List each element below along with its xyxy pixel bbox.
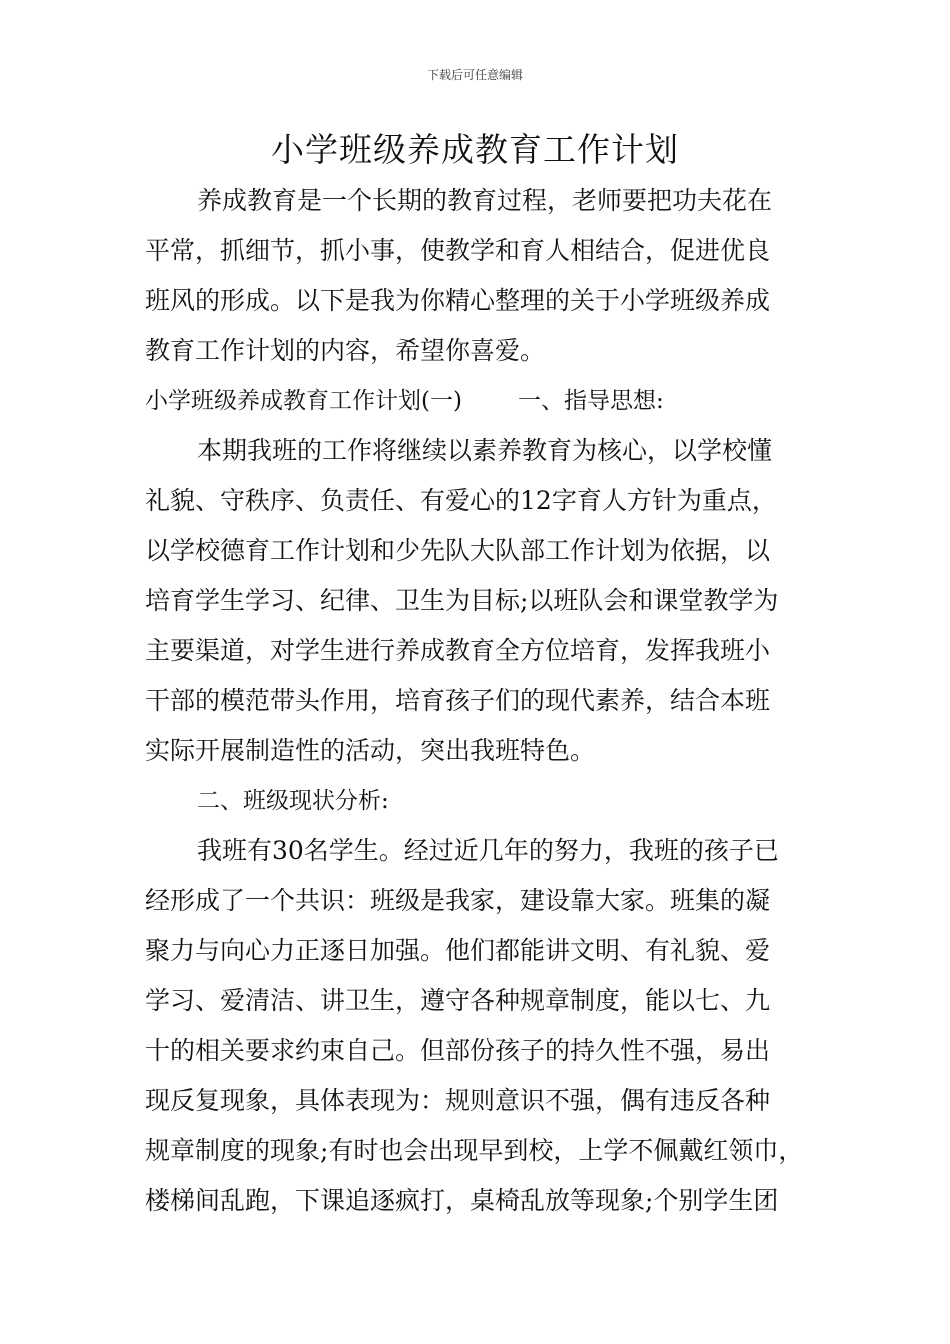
plan-heading-line <box>145 376 825 426</box>
intro-line: 养成教育是一个长期的教育过程，老师要把功夫花在 <box>197 186 773 215</box>
page-title: 小学班级养成教育工作计划 <box>271 130 679 169</box>
section1-line: 以学校德育工作计划和少先队大队部工作计划为依据，以 <box>145 536 771 565</box>
section1-line: 本期我班的工作将继续以素养教育为核心，以学校懂 <box>197 436 773 465</box>
section1-line: 干部的模范带头作用，培育孩子们的现代素养，结合本班 <box>145 686 771 715</box>
section1-line: 实际开展制造性的活动，突出我班特色。 <box>145 736 596 765</box>
section-heading: 一、指导思想: <box>517 388 664 414</box>
section2-line: 经形成了一个共识：班级是我家，建设靠大家。班集的凝 <box>145 886 771 915</box>
header-note: 下载后可任意编辑 <box>426 68 523 82</box>
section1-line: 培育学生学习、纪律、卫生为目标;以班队会和课堂教学为 <box>145 586 779 615</box>
intro-line: 平常，抓细节，抓小事，使教学和育人相结合，促进优良 <box>145 236 771 265</box>
section-heading: 二、班级现状分析: <box>197 788 389 814</box>
plan-heading: 小学班级养成教育工作计划(一) <box>145 388 462 414</box>
section2-line: 我班有30名学生。经过近几年的努力，我班的孩子已 <box>197 836 779 865</box>
section2-line: 规章制度的现象;有时也会出现早到校，上学不佩戴红领巾， <box>145 1136 804 1165</box>
document-body <box>145 176 825 1226</box>
section2-line: 现反复现象，具体表现为：规则意识不强，偶有违反各种 <box>145 1086 771 1115</box>
section1-line: 主要渠道，对学生进行养成教育全方位培育，发挥我班小 <box>145 636 771 665</box>
section2-line: 楼梯间乱跑，下课追逐疯打，桌椅乱放等现象;个别学生团 <box>145 1186 779 1215</box>
intro-line: 班风的形成。以下是我为你精心整理的关于小学班级养成 <box>145 286 771 315</box>
section2-line: 学习、爱清洁、讲卫生，遵守各种规章制度，能以七、九 <box>145 986 771 1015</box>
section2-line: 十的相关要求约束自己。但部份孩子的持久性不强，易出 <box>145 1036 771 1065</box>
intro-line: 教育工作计划的内容，希望你喜爱。 <box>145 336 546 365</box>
section1-line: 礼貌、守秩序、负责任、有爱心的12字育人方针为重点， <box>145 486 777 515</box>
section2-line: 聚力与向心力正逐日加强。他们都能讲文明、有礼貌、爱 <box>145 936 771 965</box>
